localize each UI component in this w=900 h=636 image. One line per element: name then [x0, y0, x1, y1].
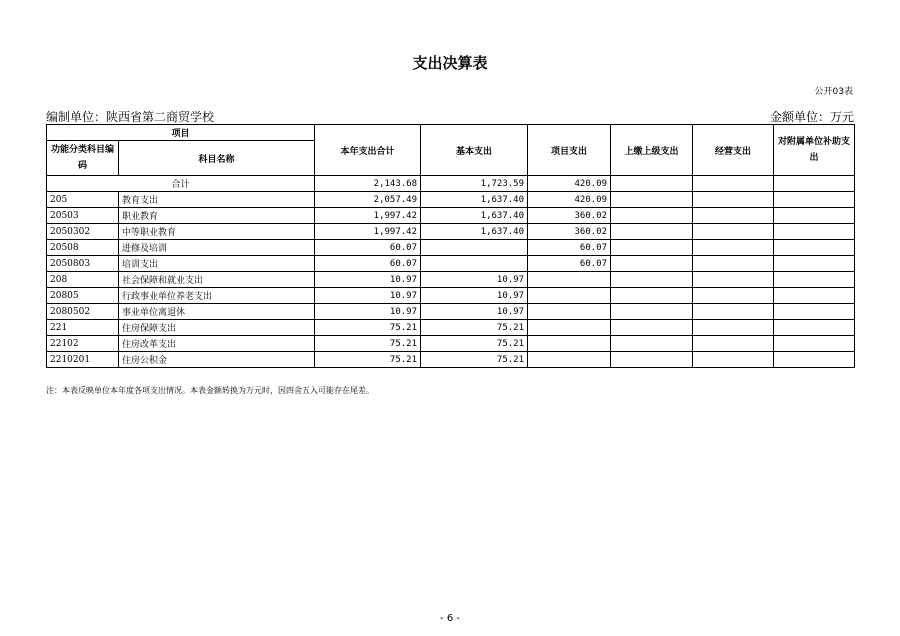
cell-subsidy: [774, 240, 855, 256]
cell-subsidy: [774, 320, 855, 336]
cell-subsidy: [774, 304, 855, 320]
header-subsidy: 对附属单位补助支出: [774, 125, 855, 176]
cell-project: 60.07: [528, 240, 611, 256]
cell-total: 1,997.42: [315, 224, 421, 240]
cell-total: 10.97: [315, 288, 421, 304]
cell-name: 住房保障支出: [119, 320, 315, 336]
compiling-unit: 编制单位：陕西省第二商贸学校: [46, 110, 215, 124]
table-row: [47, 320, 855, 336]
cell-name: 社会保障和就业支出: [119, 272, 315, 288]
table-row: [47, 240, 855, 256]
cell-name: 住房公积金: [119, 352, 315, 368]
cell-basic: 10.97: [421, 272, 528, 288]
amount-unit: 金额单位：万元: [769, 110, 854, 124]
cell-code: 205: [47, 192, 119, 208]
cell-basic: 1,637.40: [421, 192, 528, 208]
cell-total: 2,057.49: [315, 192, 421, 208]
table-row: [47, 336, 855, 352]
cell-project: 360.02: [528, 224, 611, 240]
cell-code: 221: [47, 320, 119, 336]
header-item: 项目: [47, 125, 315, 141]
header-basic: 基本支出: [421, 125, 528, 176]
cell-name: 中等职业教育: [119, 224, 315, 240]
cell-basic: 10.97: [421, 304, 528, 320]
header-total: 本年支出合计: [315, 125, 421, 176]
cell-business: [693, 224, 774, 240]
cell-upper: [611, 336, 693, 352]
cell-subsidy: [774, 224, 855, 240]
total-row: [47, 176, 855, 192]
cell-code: 2050803: [47, 256, 119, 272]
cell-project: 420.09: [528, 192, 611, 208]
cell-subsidy: [774, 272, 855, 288]
cell-total: 75.21: [315, 320, 421, 336]
table-row: [47, 352, 855, 368]
cell-project: [528, 352, 611, 368]
cell-upper: [611, 256, 693, 272]
cell-business: [693, 352, 774, 368]
header-upper: 上缴上级支出: [611, 125, 693, 176]
header-name: 科目名称: [119, 141, 315, 176]
cell-basic: [421, 240, 528, 256]
table-row: [47, 288, 855, 304]
table-row: [47, 304, 855, 320]
cell-name: 进修及培训: [119, 240, 315, 256]
cell-basic: 75.21: [421, 336, 528, 352]
cell-basic: 10.97: [421, 288, 528, 304]
cell-upper: [611, 208, 693, 224]
form-number: 公开03表: [814, 87, 853, 97]
cell-total: 10.97: [315, 272, 421, 288]
cell-name: 培训支出: [119, 256, 315, 272]
cell-code: 20508: [47, 240, 119, 256]
cell-subsidy: [774, 288, 855, 304]
cell-upper: [611, 304, 693, 320]
cell-business: [693, 336, 774, 352]
cell-upper: [611, 288, 693, 304]
cell-subsidy: [774, 352, 855, 368]
cell-project: [528, 304, 611, 320]
cell-code: 20805: [47, 288, 119, 304]
cell-code: 208: [47, 272, 119, 288]
cell-project: [528, 320, 611, 336]
table-note: 注：本表反映单位本年度各项支出情况。本表金额转换为万元时，因四舍五入可能存在尾差。: [46, 386, 374, 395]
total-upper: [611, 176, 693, 192]
header-project: 项目支出: [528, 125, 611, 176]
cell-code: 2080502: [47, 304, 119, 320]
cell-code: 2210201: [47, 352, 119, 368]
cell-upper: [611, 272, 693, 288]
cell-total: 60.07: [315, 256, 421, 272]
cell-project: [528, 288, 611, 304]
total-project: 420.09: [528, 176, 611, 192]
total-basic: 1,723.59: [421, 176, 528, 192]
cell-basic: 75.21: [421, 352, 528, 368]
cell-subsidy: [774, 192, 855, 208]
cell-business: [693, 240, 774, 256]
expenditure-table: [46, 124, 855, 368]
total-subsidy: [774, 176, 855, 192]
cell-project: [528, 336, 611, 352]
cell-project: [528, 272, 611, 288]
table-row: [47, 208, 855, 224]
cell-basic: 1,637.40: [421, 208, 528, 224]
total-business: [693, 176, 774, 192]
page-title: 支出决算表: [412, 54, 488, 72]
table-row: [47, 272, 855, 288]
cell-business: [693, 320, 774, 336]
cell-code: 20503: [47, 208, 119, 224]
cell-total: 10.97: [315, 304, 421, 320]
cell-project: 60.07: [528, 256, 611, 272]
cell-code: 2050302: [47, 224, 119, 240]
page-number: - 6 -: [440, 613, 460, 624]
cell-name: 事业单位离退休: [119, 304, 315, 320]
cell-business: [693, 192, 774, 208]
cell-basic: 75.21: [421, 320, 528, 336]
cell-business: [693, 256, 774, 272]
cell-name: 职业教育: [119, 208, 315, 224]
total-label: 合计: [47, 176, 315, 192]
cell-name: 住房改革支出: [119, 336, 315, 352]
table-row: [47, 192, 855, 208]
header-code: 功能分类科目编码: [47, 141, 119, 176]
total-total: 2,143.68: [315, 176, 421, 192]
cell-business: [693, 272, 774, 288]
cell-total: 60.07: [315, 240, 421, 256]
cell-code: 22102: [47, 336, 119, 352]
table-row: [47, 224, 855, 240]
cell-total: 75.21: [315, 352, 421, 368]
cell-upper: [611, 320, 693, 336]
cell-subsidy: [774, 336, 855, 352]
cell-name: 行政事业单位养老支出: [119, 288, 315, 304]
cell-subsidy: [774, 208, 855, 224]
table-row: [47, 256, 855, 272]
cell-project: 360.02: [528, 208, 611, 224]
cell-business: [693, 288, 774, 304]
cell-business: [693, 208, 774, 224]
cell-total: 1,997.42: [315, 208, 421, 224]
cell-total: 75.21: [315, 336, 421, 352]
cell-upper: [611, 352, 693, 368]
cell-upper: [611, 224, 693, 240]
cell-basic: 1,637.40: [421, 224, 528, 240]
cell-name: 教育支出: [119, 192, 315, 208]
cell-basic: [421, 256, 528, 272]
cell-upper: [611, 192, 693, 208]
cell-business: [693, 304, 774, 320]
cell-subsidy: [774, 256, 855, 272]
cell-upper: [611, 240, 693, 256]
header-business: 经营支出: [693, 125, 774, 176]
